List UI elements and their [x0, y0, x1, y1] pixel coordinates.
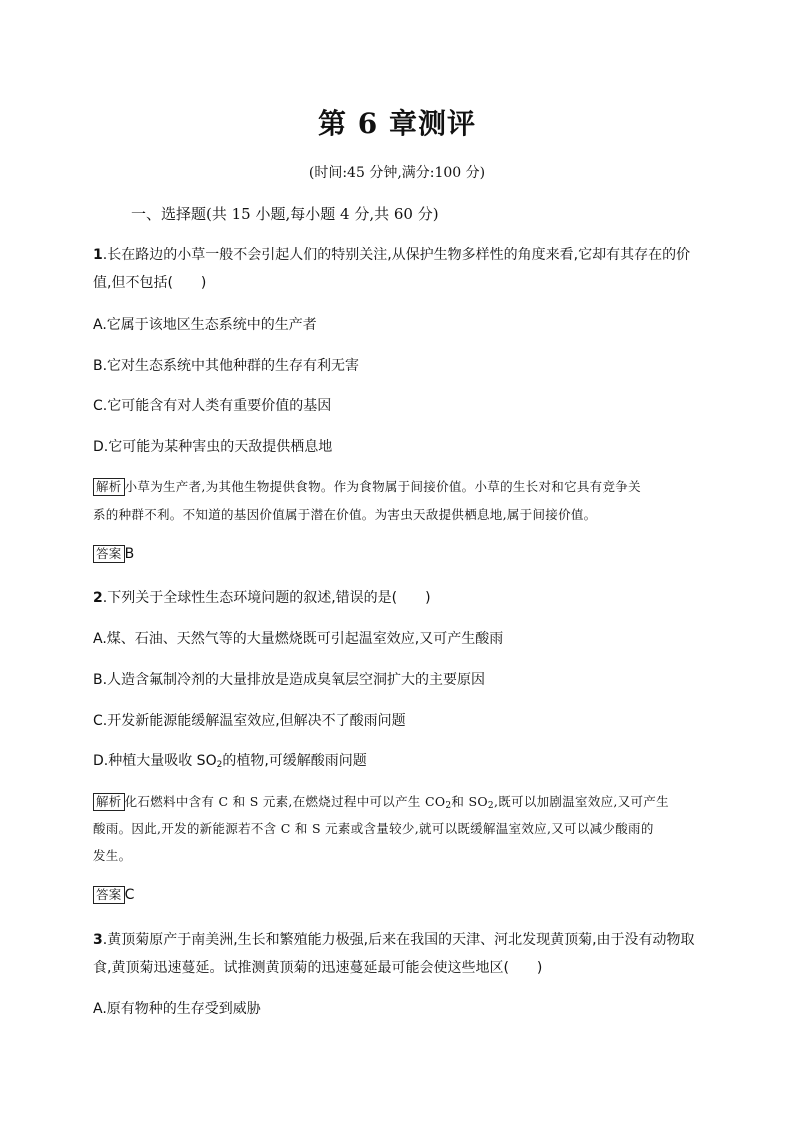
q1-number: 1: [93, 247, 103, 263]
q2-answer: [93, 886, 135, 904]
answer-label: 答案: [93, 886, 125, 904]
exam-info: (时间:45 分钟,满分:100 分): [308, 165, 486, 181]
q1-explanation-line1: [93, 477, 641, 496]
q3-stem-line1: [93, 929, 695, 949]
q2-explanation-text1b: 和 SO: [451, 794, 488, 809]
q1-explanation-line2: 系的种群不利。不知道的基因价值属于潜在价值。为害虫天敌提供栖息地,属于间接价值。: [93, 507, 597, 522]
section-heading: 一、选择题(共 15 小题,每小题 4 分,共 60 分): [131, 205, 439, 223]
q1-option-b: B.它对生态系统中其他种群的生存有利无害: [93, 358, 360, 374]
q2-option-d-text1: D.种植大量吸收 SO: [93, 753, 217, 769]
q3-stem-line2: 食,黄顶菊迅速蔓延。试推测黄顶菊的迅速蔓延最可能会使这些地区( ): [93, 960, 543, 976]
q2-number: 2: [93, 590, 103, 606]
q1-option-c: C.它可能含有对人类有重要价值的基因: [93, 398, 332, 414]
q3-option-a: A.原有物种的生存受到威胁: [93, 1001, 261, 1017]
q2-explanation-sub1: 2: [445, 801, 452, 811]
q2-option-c: C.开发新能源能缓解温室效应,但解决不了酸雨问题: [93, 713, 406, 729]
q2-explanation-line2: 酸雨。因此,开发的新能源若不含 C 和 S 元素或含量较少,就可以既缓解温室效应,又可以减少酸雨的: [93, 821, 654, 836]
q1-option-a: A.它属于该地区生态系统中的生产者: [93, 317, 317, 333]
q1-stem-line2: 值,但不包括( ): [93, 275, 207, 291]
q2-explanation-line1: [93, 792, 669, 811]
q3-stem-text1: .黄顶菊原产于南美洲,生长和繁殖能力极强,后来在我国的天津、河北发现黄顶菊,由于没有动物取: [102, 932, 695, 948]
q1-stem-line1: [93, 244, 690, 264]
q1-answer-value: B: [124, 546, 135, 562]
q1-answer: [93, 545, 135, 563]
q2-stem-line1: [93, 587, 431, 607]
q2-option-d-subscript: 2: [216, 760, 223, 770]
q2-option-d-text2: 的植物,可缓解酸雨问题: [222, 753, 367, 769]
q2-answer-value: C: [124, 887, 135, 903]
q2-explanation-line3: 发生。: [93, 848, 132, 863]
q2-option-a: A.煤、石油、天然气等的大量燃烧既可引起温室效应,又可产生酸雨: [93, 631, 504, 647]
answer-label: 答案: [93, 545, 125, 563]
q2-explanation-text1a: 化石燃料中含有 C 和 S 元素,在燃烧过程中可以产生 CO: [124, 794, 446, 809]
page-title: 第 6 章测评: [318, 107, 476, 140]
q2-explanation-text1c: ,既可以加剧温室效应,又可产生: [493, 794, 669, 809]
q1-option-d: D.它可能为某种害虫的天敌提供栖息地: [93, 439, 333, 455]
q1-explanation-text1: 小草为生产者,为其他生物提供食物。作为食物属于间接价值。小草的生长对和它具有竞争关: [124, 479, 641, 494]
q1-stem-text1: .长在路边的小草一般不会引起人们的特别关注,从保护生物多样性的角度来看,它却有其存在的价: [102, 247, 691, 263]
q2-stem-text1: .下列关于全球性生态环境问题的叙述,错误的是( ): [102, 590, 431, 606]
q2-explanation-sub2: 2: [487, 801, 494, 811]
q3-number: 3: [93, 932, 103, 948]
q2-option-d: [93, 750, 367, 770]
q2-option-b: B.人造含氟制冷剂的大量排放是造成臭氧层空洞扩大的主要原因: [93, 672, 486, 688]
explanation-label: 解析: [93, 478, 125, 496]
explanation-label: 解析: [93, 793, 125, 811]
